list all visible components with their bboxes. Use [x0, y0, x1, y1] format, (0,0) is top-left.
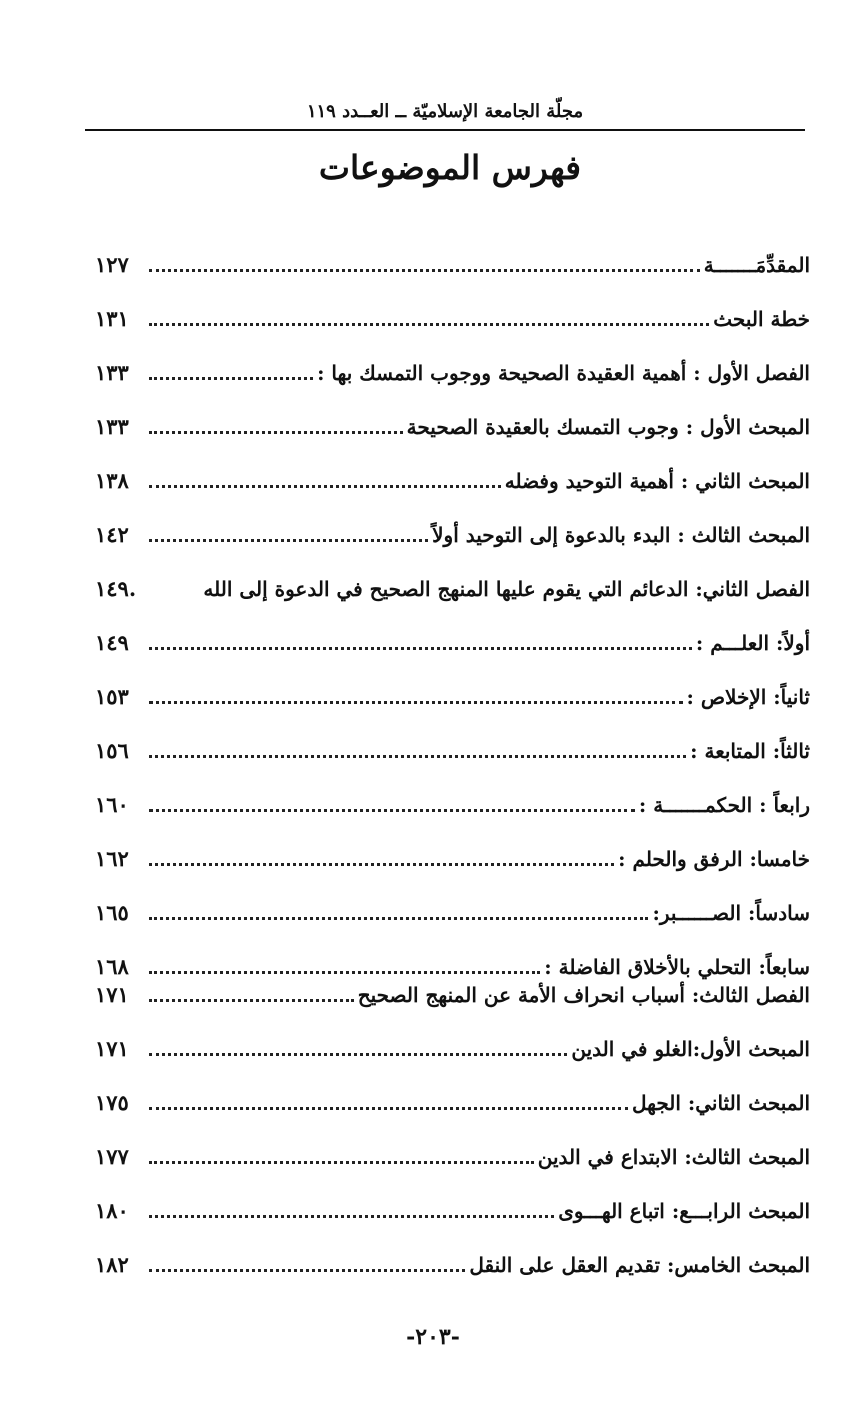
running-header: مجلّة الجامعة الإسلاميّة ــ العــدد ١١٩ — [306, 101, 584, 122]
toc-entry-page: ١٥٦ — [95, 738, 129, 763]
dot-leader — [149, 539, 428, 542]
dot-leader — [149, 863, 614, 866]
toc-entry-title: المقدِّمَـــــــة — [703, 253, 810, 277]
toc-entry-page: ١٦٨ — [95, 954, 129, 979]
toc-entry — [95, 348, 810, 388]
page-title: فهرس الموضوعات — [318, 148, 582, 187]
toc-entry-title: الفصل الثاني: الدعائم التي يقوم عليها المنهج الصحيح في الدعوة إلى الله — [203, 577, 810, 601]
dot-leader — [149, 755, 686, 758]
toc-entry-title: الفصل الأول : أهمية العقيدة الصحيحة ووجوب التمسك بها : — [317, 361, 810, 385]
page-number: -٢٠٣- — [406, 1324, 460, 1350]
toc-entry — [95, 294, 810, 334]
header-rule — [85, 129, 805, 131]
toc-entry — [95, 780, 810, 820]
toc-entry — [95, 240, 810, 280]
dot-leader — [149, 999, 354, 1002]
toc-entry-title: المبحث الخامس: تقديم العقل على النقل — [469, 1253, 810, 1277]
toc-entry-page: .١٤٩ — [95, 576, 137, 601]
toc-entry-page: ١٤٢ — [95, 522, 129, 547]
toc-entry — [95, 1132, 810, 1172]
toc-entry-page: ١٧١ — [95, 982, 129, 1007]
toc-entry-page: ١٦٢ — [95, 846, 129, 871]
dot-leader — [149, 377, 313, 380]
toc-entry-title: المبحث الثالث: الابتداع في الدين — [537, 1145, 810, 1169]
toc-entry-page: ١٧٥ — [95, 1090, 129, 1115]
toc-entry-title: رابعاً : الحكمـــــــة : — [638, 793, 810, 817]
toc-entry-title: الفصل الثالث: أسباب انحراف الأمة عن المنهج الصحيح — [357, 983, 810, 1007]
toc-entry-title: سابعاً: التحلي بالأخلاق الفاضلة : — [544, 955, 810, 979]
toc-entry — [95, 1186, 810, 1226]
dot-leader — [149, 323, 709, 326]
toc-entry — [95, 888, 810, 928]
dot-leader — [149, 485, 501, 488]
dot-leader — [149, 647, 692, 650]
toc-entry — [95, 1240, 810, 1280]
dot-leader — [149, 1161, 534, 1164]
dot-leader — [149, 1269, 465, 1272]
toc-entry — [95, 402, 810, 442]
toc-entry-title: خامسا: الرفق والحلم : — [618, 847, 810, 871]
dot-leader — [149, 917, 648, 920]
toc-entry-page: ١٨٠ — [95, 1198, 129, 1223]
toc-entry-title: المبحث الأول:الغلو في الدين — [571, 1037, 810, 1061]
toc-entry — [95, 726, 810, 766]
toc-entry-page: ١٨٢ — [95, 1252, 129, 1277]
toc-entry-page: ١٣١ — [95, 306, 129, 331]
toc-entry — [95, 510, 810, 550]
toc-entry — [95, 564, 810, 604]
dot-leader — [149, 1215, 554, 1218]
toc-entry-title: المبحث الرابـــع: اتباع الهـــوى — [558, 1199, 810, 1223]
dot-leader — [149, 809, 635, 812]
toc-entry — [95, 1024, 810, 1064]
toc-entry-page: ١٣٣ — [95, 360, 129, 385]
toc-entry-title: سادساً: الصــــــبر: — [652, 901, 810, 925]
toc-entry-title: ثالثاً: المتابعة : — [690, 739, 810, 763]
toc-entry-title: أولاً: العلـــم : — [695, 631, 810, 655]
toc-entry — [95, 672, 810, 712]
toc-entry — [95, 834, 810, 874]
toc-entry-page: ١٤٩ — [95, 630, 129, 655]
dot-leader — [149, 431, 403, 434]
dot-leader — [149, 269, 700, 272]
toc-entry — [95, 970, 810, 1010]
toc-entry-page: ١٣٨ — [95, 468, 129, 493]
dot-leader — [149, 1053, 567, 1056]
toc-entry-page: ١٦٠ — [95, 792, 129, 817]
toc-entry-page: ١٣٣ — [95, 414, 129, 439]
toc-entry-title: المبحث الثاني: الجهل — [631, 1091, 810, 1115]
toc-entry-page: ١٥٣ — [95, 684, 129, 709]
toc-entry-title: المبحث الثالث : البدء بالدعوة إلى التوحيد أولاً — [432, 523, 810, 547]
toc-entry-page: ١٧٧ — [95, 1144, 129, 1169]
toc-entry — [95, 456, 810, 496]
toc-entry-page: ١٦٥ — [95, 900, 129, 925]
toc-entry-title: خطة البحث — [713, 307, 810, 331]
toc-entry-page: ١٢٧ — [95, 252, 129, 277]
toc-entry-title: المبحث الأول : وجوب التمسك بالعقيدة الصحيحة — [406, 415, 810, 439]
dot-leader — [149, 701, 683, 704]
toc-entry — [95, 618, 810, 658]
toc-entry-title: ثانياً: الإخلاص : — [686, 685, 810, 709]
toc-entry — [95, 1078, 810, 1118]
dot-leader — [149, 1107, 628, 1110]
toc-entry-page: ١٧١ — [95, 1036, 129, 1061]
toc-entry-title: المبحث الثاني : أهمية التوحيد وفضله — [504, 469, 810, 493]
